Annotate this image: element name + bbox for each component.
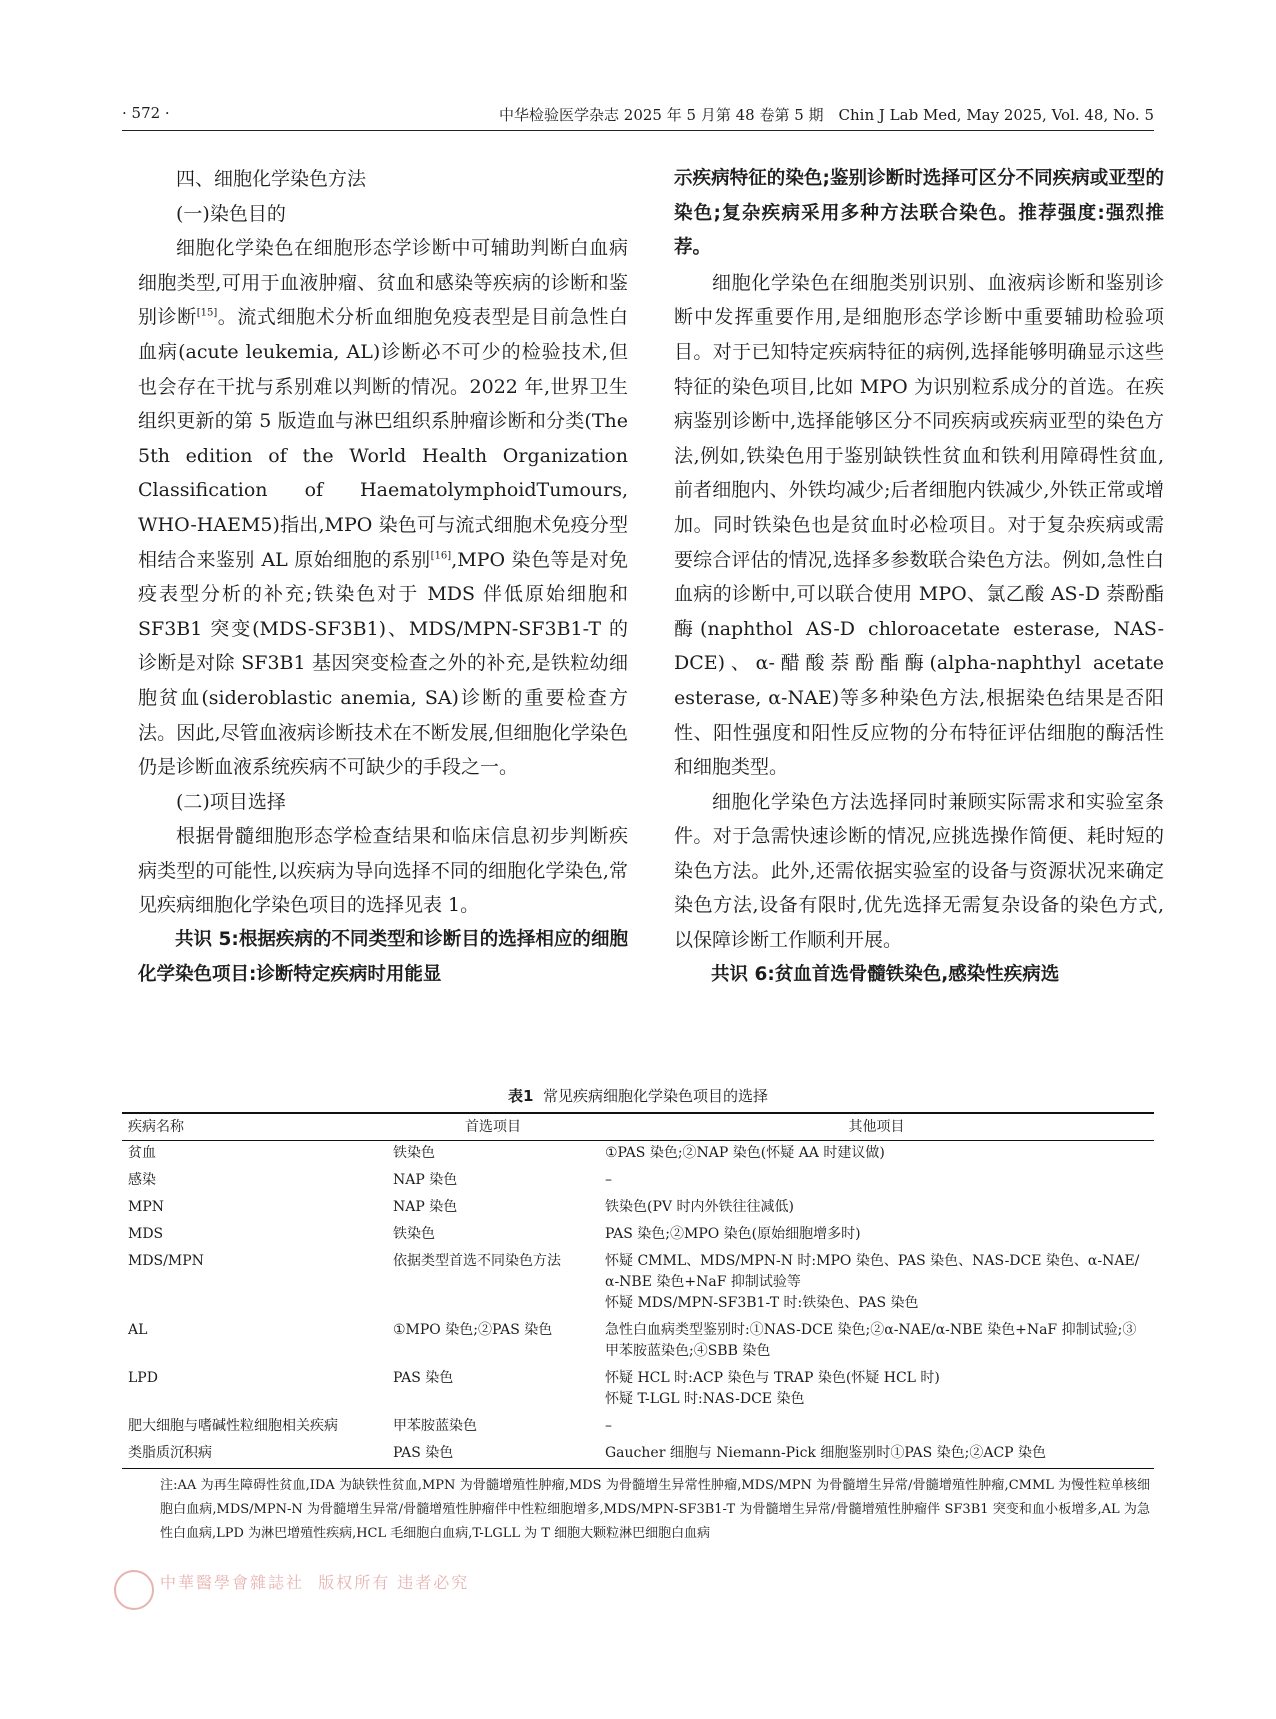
cell-other-line: ①PAS 染色;②NAP 染色(怀疑 AA 时建议做) [605, 1145, 885, 1161]
cell-other [599, 1441, 1154, 1469]
table-row [122, 1168, 1154, 1195]
cell-other [599, 1141, 1154, 1169]
cell-first-choice: 依据类型首选不同染色方法 [393, 1253, 561, 1269]
cell-other [599, 1366, 1154, 1414]
column-header-other: 其他项目 [599, 1113, 1154, 1141]
subsection-heading: (二)项目选择 [176, 790, 286, 813]
cell-other-line: 怀疑 CMML、MDS/MPN-N 时:MPO 染色、PAS 染色、NAS-DCE 染色、α-NAE/α-NBE 染色+NaF 抑制试验等 [605, 1253, 1140, 1290]
table-caption: 常见疾病细胞化学染色项目的选择 [542, 1087, 768, 1105]
subsection-heading: (一)染色目的 [176, 202, 286, 225]
table-row [122, 1441, 1154, 1469]
cell-disease: 贫血 [128, 1145, 156, 1161]
table-row [122, 1222, 1154, 1249]
table-row [122, 1366, 1154, 1414]
table-label: 表1 [508, 1087, 534, 1105]
cell-first-choice: 铁染色 [393, 1145, 435, 1161]
cell-other [599, 1249, 1154, 1318]
cell-disease: MPN [128, 1199, 165, 1215]
cell-disease: 肥大细胞与嗜碱性粒细胞相关疾病 [128, 1418, 338, 1434]
consensus-5-continued: 示疾病特征的染色;鉴别诊断时选择可区分不同疾病或亚型的染色;复杂疾病采用多种方法联合染色。推荐强度:强烈推荐。 [674, 168, 1164, 259]
citation-16[interactable]: [16] [430, 550, 452, 562]
body-paragraph: 根据骨髓细胞形态学检查结果和临床信息初步判断疾病类型的可能性,以疾病为导向选择不同的细胞化学染色,常见疾病细胞化学染色项目的选择见表 1。 [138, 825, 628, 917]
cell-first-choice: 铁染色 [393, 1226, 435, 1242]
table-header-row [122, 1113, 1154, 1141]
table-note: 注:AA 为再生障碍性贫血,IDA 为缺铁性贫血,MPN 为骨髓增殖性肿瘤,MDS 为骨髓增生异常性肿瘤,MDS/MPN 为骨髓增生异常/骨髓增殖性肿瘤,CMML 为慢性粒单核细胞白血病,MDS/MPN-N 为骨髓增生异常/骨髓增殖性肿瘤伴中性粒细胞增多,MDS/MPN-SF3B1-T 为骨髓增生异常/骨髓增殖性肿瘤伴 SF3B1 突变和血小板增多,AL 为急性白血病,LPD 为淋巴增殖性疾病,HCL 毛细胞白血病,T-LGLL 为 T 细胞大颗粒淋巴细胞白血病 [160, 1478, 1150, 1541]
column-header-disease: 疾病名称 [122, 1113, 387, 1141]
cell-disease: MDS/MPN [128, 1253, 204, 1269]
cell-other-line: – [605, 1418, 612, 1434]
table-row [122, 1249, 1154, 1318]
table-title [122, 1085, 1154, 1106]
cell-first-choice: 甲苯胺蓝染色 [393, 1418, 477, 1434]
cell-disease: 感染 [128, 1172, 156, 1188]
cell-other [599, 1222, 1154, 1249]
header-rule [122, 130, 1154, 131]
citation-15[interactable]: [15] [196, 308, 218, 320]
cell-other [599, 1318, 1154, 1366]
table-row [122, 1195, 1154, 1222]
cell-other-line: 铁染色(PV 时内外铁往往减低) [605, 1199, 794, 1215]
cell-other-line: 怀疑 MDS/MPN-SF3B1-T 时:铁染色、PAS 染色 [605, 1295, 919, 1311]
table-row [122, 1318, 1154, 1366]
staining-selection-table [122, 1112, 1154, 1469]
cell-first-choice: PAS 染色 [387, 1441, 599, 1469]
page-number: · 572 · [122, 104, 170, 122]
consensus-6: 共识 6:贫血首选骨髓铁染色,感染性疾病选 [711, 963, 1060, 985]
body-paragraph: 细胞化学染色在细胞类别识别、血液病诊断和鉴别诊断中发挥重要作用,是细胞形态学诊断中重要辅助检验项目。对于已知特定疾病特征的病例,选择能够明确显示这些特征的染色项目,比如 MPO 为识别粒系成分的首选。在疾病鉴别诊断中,选择能够区分不同疾病或疾病亚型的染色方法,例如,铁染色用于鉴别缺铁性贫血和铁利用障碍性贫血,前者细胞内、外铁均减少;后者细胞内铁减少,外铁正常或增加。同时铁染色也是贫血时必检项目。对于复杂疾病或需要综合评估的情况,选择多参数联合染色方法。例如,急性白血病的诊断中,可以联合使用 MPO、氯乙酸 AS-D 萘酚酯酶(naphthol AS-D chloroacetate esterase, NAS-DCE)、α-醋酸萘酚酯酶(alpha-naphthyl acetate esterase, α-NAE)等多种染色方法,根据染色结果是否阳性、阳性强度和阳性反应物的分布特征评估细胞的酶活性和细胞类型。 [674, 271, 1164, 779]
body-paragraph: 细胞化学染色在细胞形态学诊断中可辅助判断白血病细胞类型,可用于血液肿瘤、贫血和感染等疾病的诊断和鉴别诊断[15]。流式细胞术分析血细胞免疫表型是目前急性白血病(acute leukemia, AL)诊断必不可少的检验技术,但也会存在干扰与系别难以判断的情况。2022 年,世界卫生组织更新的第 5 版造血与淋巴组织系肿瘤诊断和分类(The 5th edition of the World Health Organization Classification of HaematolymphoidTumours, WHO-HAEM5)指出,MPO 染色可与流式细胞术免疫分型相结合来鉴别 AL 原始细胞的系别[16],MPO 染色等是对免疫表型分析的补充;铁染色对于 MDS 伴低原始细胞和 SF3B1 突变(MDS-SF3B1)、MDS/MPN-SF3B1-T 的诊断是对除 SF3B1 基因突变检查之外的补充,是铁粒幼细胞贫血(sideroblastic anemia, SA)诊断的重要检查方法。因此,尽管血液病诊断技术在不断发展,但细胞化学染色仍是诊断血液系统疾病不可缺少的手段之一。 [138, 237, 628, 779]
table-row [122, 1414, 1154, 1441]
journal-citation: 中华检验医学杂志 2025 年 5 月第 48 卷第 5 期 Chin J Lab Med, May 2025, Vol. 48, No. 5 [499, 106, 1154, 124]
cell-other-line: PAS 染色;②MPO 染色(原始细胞增多时) [605, 1226, 861, 1242]
body-paragraph: 细胞化学染色方法选择同时兼顾实际需求和实验室条件。对于急需快速诊断的情况,应挑选操作简便、耗时短的染色方法。此外,还需依据实验室的设备与资源状况来确定染色方法,设备有限时,优先选择无需复杂设备的染色方式,以保障诊断工作顺利开展。 [674, 790, 1164, 952]
cell-other-line: 急性白血病类型鉴别时:①NAS-DCE 染色;②α-NAE/α-NBE 染色+NaF 抑制试验;③甲苯胺蓝染色;④SBB 染色 [605, 1322, 1137, 1359]
publisher-seal-icon [114, 1570, 154, 1610]
cell-other-line: – [605, 1172, 612, 1188]
consensus-5: 共识 5:根据疾病的不同类型和诊断目的选择相应的细胞化学染色项目:诊断特定疾病时用能显 [138, 929, 628, 985]
cell-first-choice: PAS 染色 [393, 1370, 454, 1386]
column-header-first-choice: 首选项目 [387, 1113, 599, 1141]
cell-other-line: 怀疑 HCL 时:ACP 染色与 TRAP 染色(怀疑 HCL 时) [605, 1370, 940, 1386]
cell-other [599, 1195, 1154, 1222]
cell-first-choice: NAP 染色 [393, 1199, 458, 1215]
cell-first-choice: NAP 染色 [393, 1172, 458, 1188]
cell-disease: LPD [128, 1370, 158, 1386]
cell-disease: AL [128, 1322, 148, 1338]
right-column [674, 162, 1164, 992]
section-heading: 四、细胞化学染色方法 [176, 168, 367, 190]
cell-first-choice: ①MPO 染色;②PAS 染色 [393, 1322, 553, 1338]
cell-other-line: 怀疑 T-LGL 时:NAS-DCE 染色 [605, 1391, 805, 1407]
running-header [122, 104, 1154, 128]
cell-other [599, 1414, 1154, 1441]
table-row [122, 1141, 1154, 1169]
cell-disease: 类脂质沉积病 [122, 1441, 387, 1469]
cell-other [599, 1168, 1154, 1195]
cell-disease: MDS [128, 1226, 164, 1242]
left-column [138, 162, 628, 992]
publisher-watermark: 中華醫學會雜誌社 版权所有 违者必究 [160, 1573, 470, 1592]
cell-other-line: Gaucher 细胞与 Niemann-Pick 细胞鉴别时①PAS 染色;②ACP 染色 [605, 1445, 1047, 1461]
